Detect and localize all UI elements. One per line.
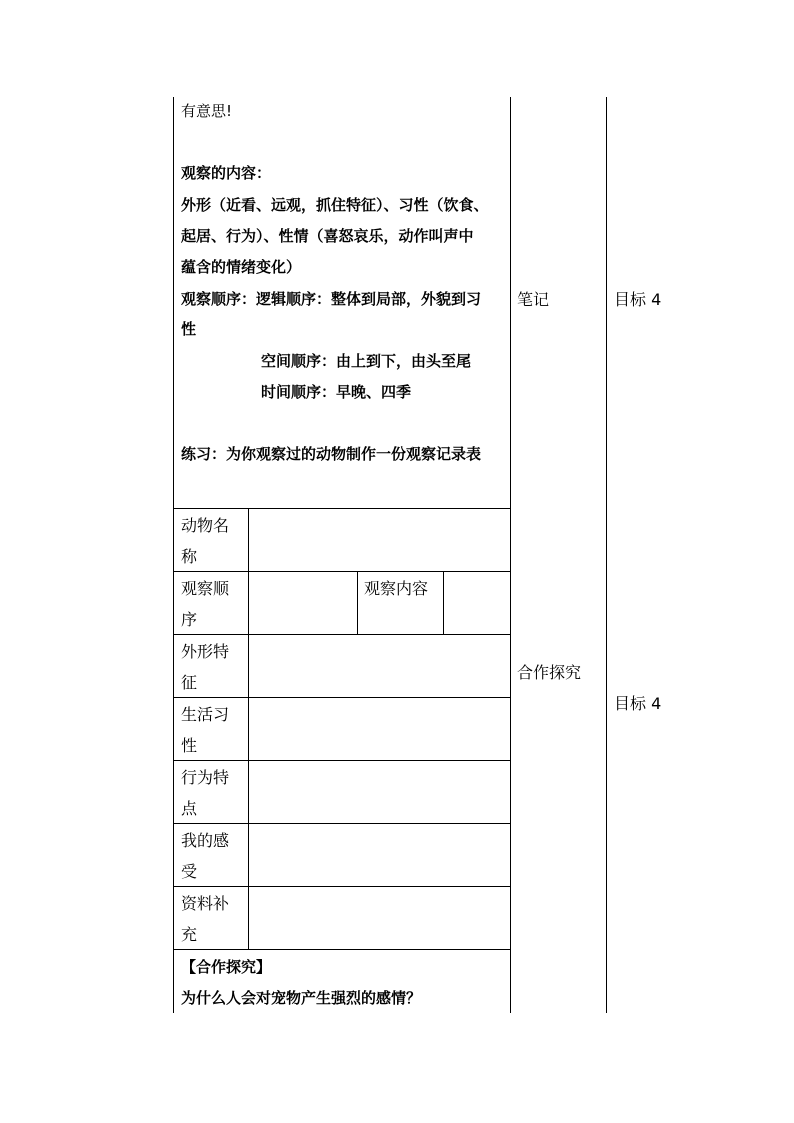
goal-label-1: 目标 4: [614, 290, 662, 309]
frame-right-line: [606, 97, 607, 1013]
method-notes: 笔记: [517, 290, 550, 309]
table-label-divider: [248, 508, 249, 949]
row-label-behavior: 行为特 点: [181, 768, 230, 818]
inquiry-question: 为什么人会对宠物产生强烈的感情？: [181, 989, 422, 1007]
table-inner-divider: [443, 571, 444, 634]
row-label-appearance: 外形特 征: [181, 642, 230, 692]
row-label-feelings: 我的感 受: [181, 831, 230, 881]
observation-order-line-1: 观察顺序：逻辑顺序：整体到局部，外貌到习: [181, 290, 482, 308]
cooperative-inquiry-heading: 【合作探究】: [181, 958, 272, 976]
observation-content-line-1: 外形（近看、远观，抓住特征）、习性（饮食、: [181, 196, 489, 214]
observation-content-line-2: 起居、行为）、性情（喜怒哀乐，动作叫声中: [181, 227, 474, 245]
observation-content-label: 观察内容: [364, 579, 429, 598]
observation-content-heading: 观察的内容：: [181, 164, 272, 182]
row-label-animal-name: 动物名 称: [181, 516, 230, 566]
table-inner-divider: [357, 571, 358, 634]
time-order-line: 时间顺序：早晚、四季: [261, 383, 412, 401]
observation-content-line-3: 蕴含的情绪变化）: [181, 258, 302, 276]
text-line-1: 有意思!: [181, 102, 233, 120]
spatial-order-line: 空间顺序：由上到下，由头至尾: [261, 352, 472, 370]
table-top-line: [173, 508, 510, 509]
observation-order-line-2: 性: [181, 320, 197, 338]
row-label-observation-order: 观察顺 序: [181, 579, 230, 629]
row-label-supplement: 资料补 充: [181, 894, 230, 944]
row-label-living-habits: 生活习 性: [181, 705, 230, 755]
goal-label-2: 目标 4: [614, 694, 662, 713]
frame-mid-line: [510, 97, 511, 1013]
exercise-line: 练习：为你观察过的动物制作一份观察记录表: [181, 445, 482, 463]
method-cooperative-inquiry: 合作探究: [517, 663, 582, 682]
frame-left-line: [173, 97, 174, 1013]
